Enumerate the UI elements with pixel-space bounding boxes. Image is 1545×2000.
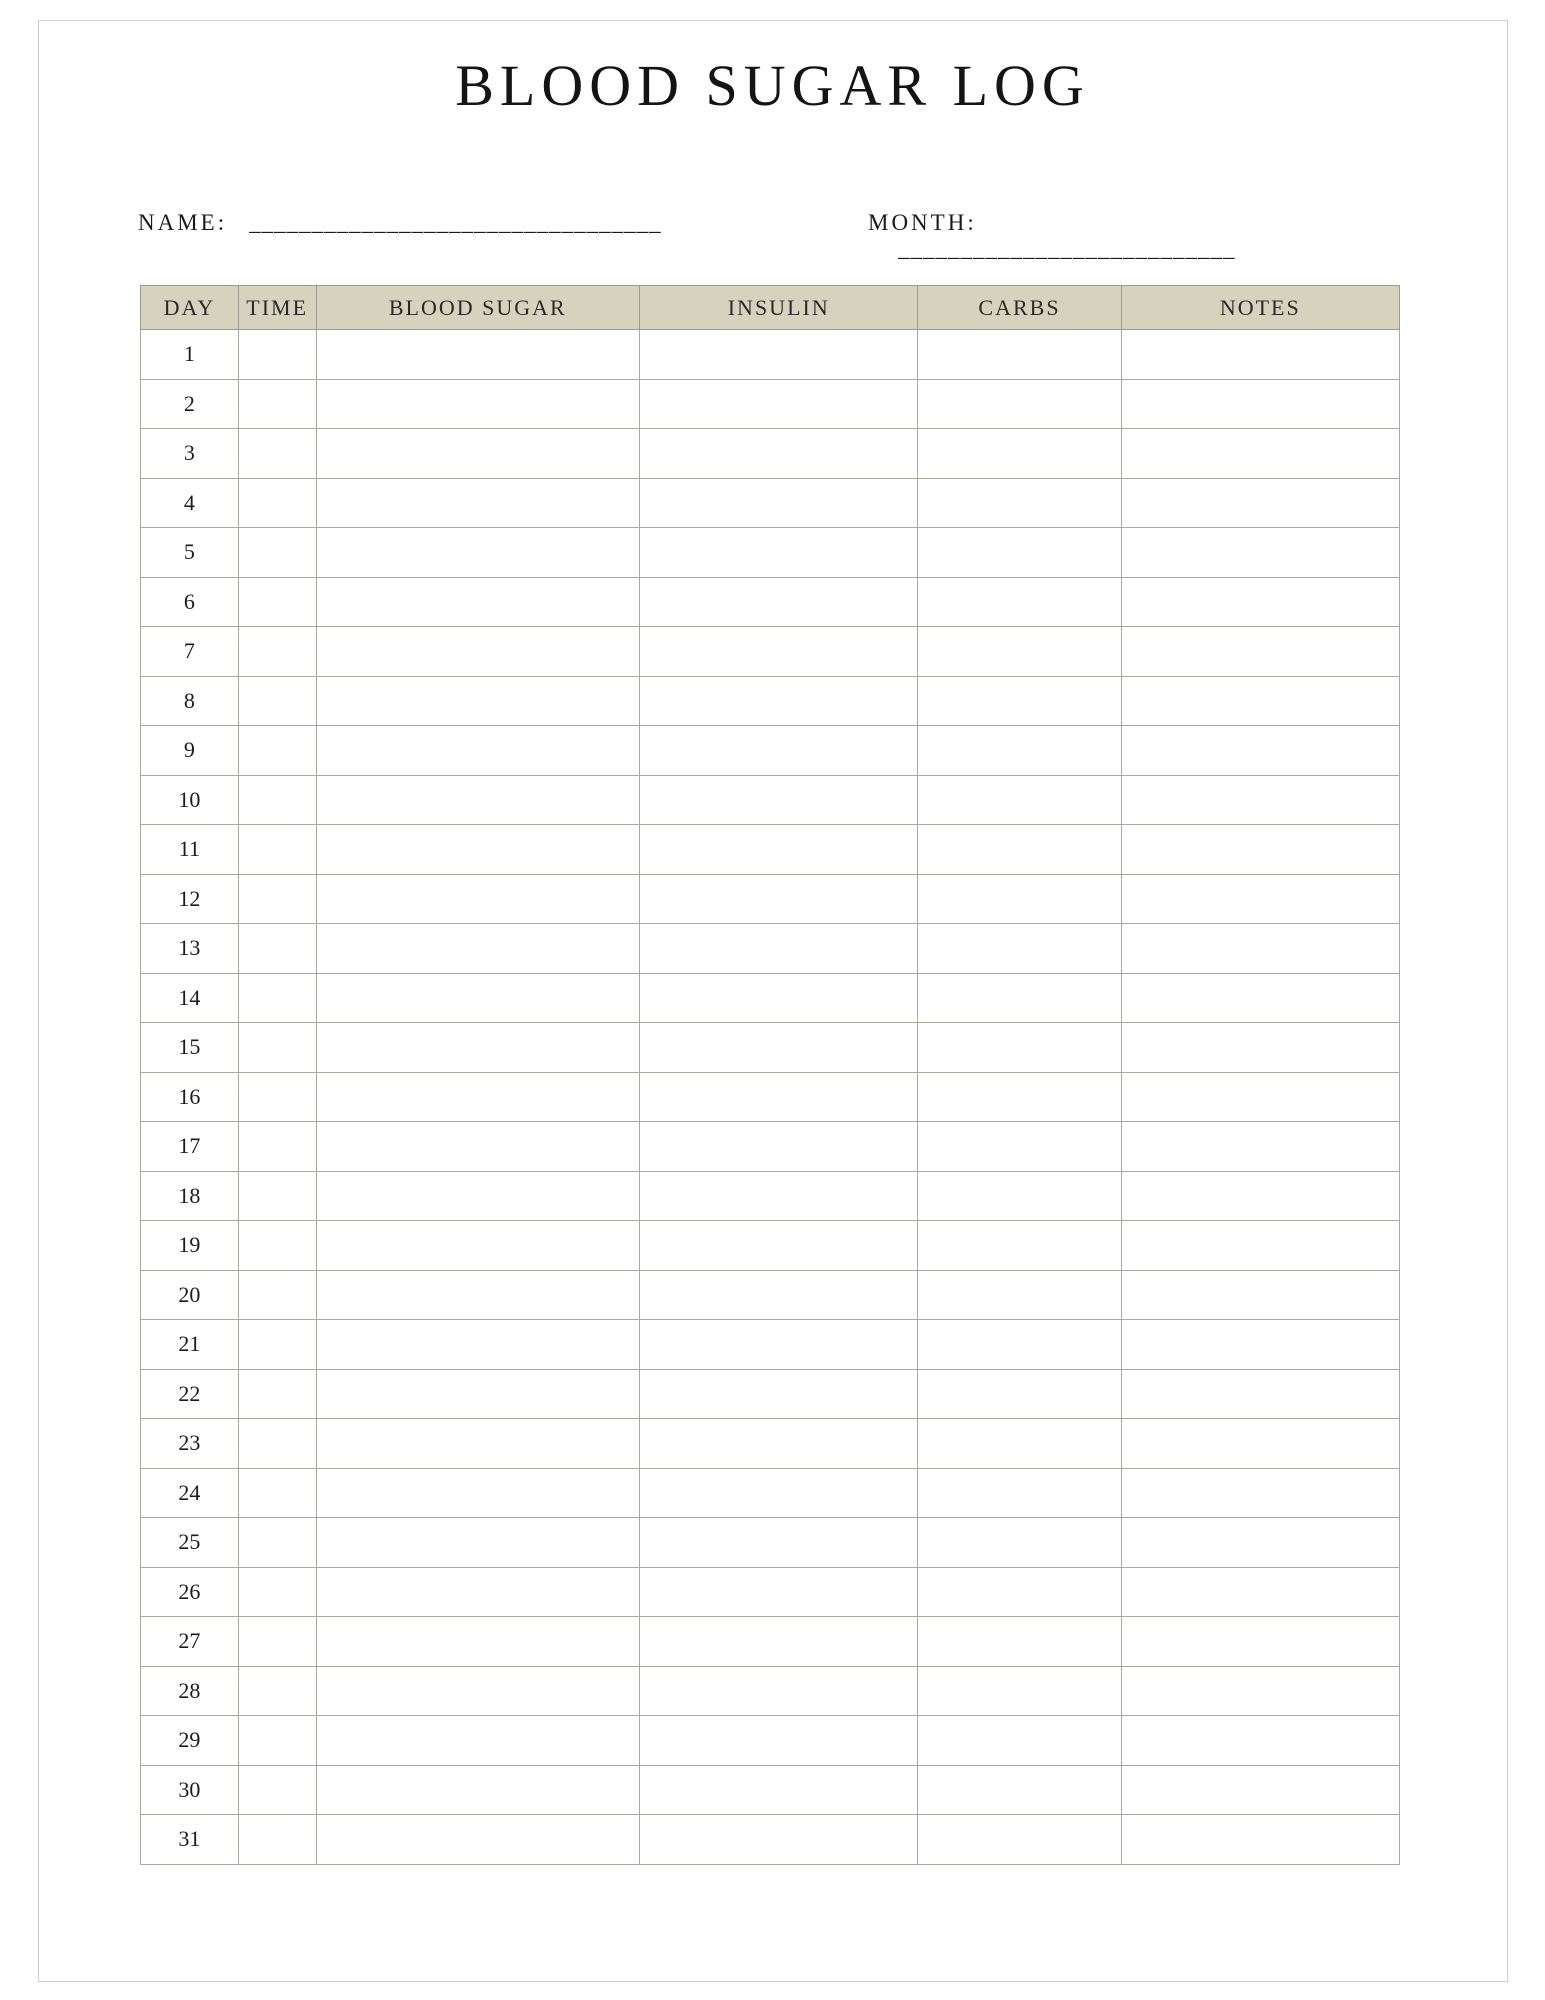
table-row [141, 1716, 1400, 1766]
carbs-cell[interactable] [918, 1369, 1121, 1419]
table-row [141, 1122, 1400, 1172]
carbs-cell[interactable] [918, 1171, 1121, 1221]
name-input[interactable]: _________________________________ [249, 210, 662, 235]
carbs-cell[interactable] [918, 1221, 1121, 1271]
table-row [141, 1369, 1400, 1419]
blood-sugar-cell[interactable] [316, 528, 640, 578]
day-number-cell: 9 [141, 726, 239, 776]
day-number-cell: 7 [141, 627, 239, 677]
insulin-cell[interactable] [640, 1320, 918, 1370]
carbs-cell[interactable] [918, 1122, 1121, 1172]
table-row [141, 1023, 1400, 1073]
day-number-cell: 31 [141, 1815, 239, 1865]
blood-sugar-cell[interactable] [316, 1270, 640, 1320]
insulin-cell[interactable] [640, 577, 918, 627]
blood-sugar-log-table [140, 285, 1400, 1865]
insulin-cell[interactable] [640, 1617, 918, 1667]
blood-sugar-cell[interactable] [316, 973, 640, 1023]
insulin-cell[interactable] [640, 1221, 918, 1271]
notes-cell[interactable] [1121, 478, 1399, 528]
table-row [141, 1666, 1400, 1716]
month-input[interactable]: ___________________________ [898, 236, 1236, 261]
carbs-cell[interactable] [918, 379, 1121, 429]
day-number-cell: 25 [141, 1518, 239, 1568]
notes-cell[interactable] [1121, 973, 1399, 1023]
carbs-cell[interactable] [918, 676, 1121, 726]
day-number-cell: 6 [141, 577, 239, 627]
blood-sugar-cell[interactable] [316, 1666, 640, 1716]
time-cell[interactable] [238, 1815, 316, 1865]
column-header-blood-sugar: BLOOD SUGAR [316, 286, 640, 330]
carbs-cell[interactable] [918, 627, 1121, 677]
insulin-cell[interactable] [640, 726, 918, 776]
notes-cell[interactable] [1121, 1518, 1399, 1568]
day-number-cell: 13 [141, 924, 239, 974]
time-cell[interactable] [238, 1023, 316, 1073]
blood-sugar-cell[interactable] [316, 1567, 640, 1617]
blood-sugar-cell[interactable] [316, 1221, 640, 1271]
time-cell[interactable] [238, 1419, 316, 1469]
time-cell[interactable] [238, 1221, 316, 1271]
notes-cell[interactable] [1121, 1716, 1399, 1766]
carbs-cell[interactable] [918, 429, 1121, 479]
day-number-cell: 5 [141, 528, 239, 578]
carbs-cell[interactable] [918, 726, 1121, 776]
insulin-cell[interactable] [640, 1468, 918, 1518]
table-row [141, 1617, 1400, 1667]
blood-sugar-cell[interactable] [316, 577, 640, 627]
name-field-group [138, 210, 749, 236]
table-row [141, 1419, 1400, 1469]
table-row [141, 528, 1400, 578]
time-cell[interactable] [238, 330, 316, 380]
blood-sugar-cell[interactable] [316, 825, 640, 875]
table-row [141, 1815, 1400, 1865]
insulin-cell[interactable] [640, 1815, 918, 1865]
blood-sugar-cell[interactable] [316, 1419, 640, 1469]
day-number-cell: 14 [141, 973, 239, 1023]
notes-cell[interactable] [1121, 825, 1399, 875]
blood-sugar-cell[interactable] [316, 1171, 640, 1221]
day-number-cell: 29 [141, 1716, 239, 1766]
notes-cell[interactable] [1121, 1617, 1399, 1667]
table-row [141, 1320, 1400, 1370]
blood-sugar-cell[interactable] [316, 726, 640, 776]
carbs-cell[interactable] [918, 1765, 1121, 1815]
day-number-cell: 23 [141, 1419, 239, 1469]
table-row [141, 874, 1400, 924]
blood-sugar-cell[interactable] [316, 1518, 640, 1568]
day-number-cell: 15 [141, 1023, 239, 1073]
insulin-cell[interactable] [640, 627, 918, 677]
day-number-cell: 12 [141, 874, 239, 924]
notes-cell[interactable] [1121, 330, 1399, 380]
notes-cell[interactable] [1121, 1468, 1399, 1518]
insulin-cell[interactable] [640, 330, 918, 380]
carbs-cell[interactable] [918, 1567, 1121, 1617]
time-cell[interactable] [238, 924, 316, 974]
column-header-insulin: INSULIN [640, 286, 918, 330]
table-row [141, 924, 1400, 974]
time-cell[interactable] [238, 1666, 316, 1716]
table-row [141, 478, 1400, 528]
time-cell[interactable] [238, 973, 316, 1023]
carbs-cell[interactable] [918, 330, 1121, 380]
time-cell[interactable] [238, 1171, 316, 1221]
notes-cell[interactable] [1121, 627, 1399, 677]
table-header-row [141, 286, 1400, 330]
blood-sugar-cell[interactable] [316, 1072, 640, 1122]
time-cell[interactable] [238, 1072, 316, 1122]
day-number-cell: 27 [141, 1617, 239, 1667]
notes-cell[interactable] [1121, 528, 1399, 578]
notes-cell[interactable] [1121, 1072, 1399, 1122]
table-row [141, 577, 1400, 627]
table-row [141, 379, 1400, 429]
notes-cell[interactable] [1121, 1122, 1399, 1172]
time-cell[interactable] [238, 429, 316, 479]
blood-sugar-cell[interactable] [316, 874, 640, 924]
insulin-cell[interactable] [640, 1072, 918, 1122]
table-row [141, 1567, 1400, 1617]
time-cell[interactable] [238, 577, 316, 627]
carbs-cell[interactable] [918, 1815, 1121, 1865]
table-row [141, 1270, 1400, 1320]
time-cell[interactable] [238, 1518, 316, 1568]
insulin-cell[interactable] [640, 775, 918, 825]
insulin-cell[interactable] [640, 1666, 918, 1716]
blood-sugar-cell[interactable] [316, 924, 640, 974]
blood-sugar-cell[interactable] [316, 429, 640, 479]
insulin-cell[interactable] [640, 1716, 918, 1766]
day-number-cell: 19 [141, 1221, 239, 1271]
insulin-cell[interactable] [640, 973, 918, 1023]
blood-sugar-cell[interactable] [316, 1369, 640, 1419]
blood-sugar-cell[interactable] [316, 1617, 640, 1667]
table-row [141, 1518, 1400, 1568]
carbs-cell[interactable] [918, 528, 1121, 578]
time-cell[interactable] [238, 1716, 316, 1766]
carbs-cell[interactable] [918, 775, 1121, 825]
time-cell[interactable] [238, 1567, 316, 1617]
time-cell[interactable] [238, 1617, 316, 1667]
notes-cell[interactable] [1121, 1221, 1399, 1271]
blood-sugar-cell[interactable] [316, 478, 640, 528]
carbs-cell[interactable] [918, 1716, 1121, 1766]
carbs-cell[interactable] [918, 577, 1121, 627]
table-header [141, 286, 1400, 330]
day-number-cell: 24 [141, 1468, 239, 1518]
blood-sugar-cell[interactable] [316, 379, 640, 429]
notes-cell[interactable] [1121, 726, 1399, 776]
insulin-cell[interactable] [640, 1171, 918, 1221]
notes-cell[interactable] [1121, 676, 1399, 726]
carbs-cell[interactable] [918, 1023, 1121, 1073]
form-meta-row [138, 210, 1398, 261]
table-row [141, 1171, 1400, 1221]
day-number-cell: 10 [141, 775, 239, 825]
time-cell[interactable] [238, 1270, 316, 1320]
insulin-cell[interactable] [640, 1567, 918, 1617]
carbs-cell[interactable] [918, 874, 1121, 924]
column-header-notes: NOTES [1121, 286, 1399, 330]
day-number-cell: 18 [141, 1171, 239, 1221]
insulin-cell[interactable] [640, 874, 918, 924]
blood-sugar-cell[interactable] [316, 775, 640, 825]
blood-sugar-cell[interactable] [316, 1320, 640, 1370]
insulin-cell[interactable] [640, 1023, 918, 1073]
day-number-cell: 1 [141, 330, 239, 380]
carbs-cell[interactable] [918, 1617, 1121, 1667]
carbs-cell[interactable] [918, 1320, 1121, 1370]
carbs-cell[interactable] [918, 1072, 1121, 1122]
insulin-cell[interactable] [640, 1518, 918, 1568]
time-cell[interactable] [238, 874, 316, 924]
table-row [141, 429, 1400, 479]
table-row [141, 1468, 1400, 1518]
time-cell[interactable] [238, 1369, 316, 1419]
day-number-cell: 8 [141, 676, 239, 726]
month-field-group [868, 210, 1398, 262]
table-row [141, 1765, 1400, 1815]
insulin-cell[interactable] [640, 1122, 918, 1172]
day-number-cell: 2 [141, 379, 239, 429]
notes-cell[interactable] [1121, 1815, 1399, 1865]
notes-cell[interactable] [1121, 775, 1399, 825]
notes-cell[interactable] [1121, 924, 1399, 974]
day-number-cell: 22 [141, 1369, 239, 1419]
day-number-cell: 26 [141, 1567, 239, 1617]
carbs-cell[interactable] [918, 1270, 1121, 1320]
time-cell[interactable] [238, 1468, 316, 1518]
notes-cell[interactable] [1121, 577, 1399, 627]
time-cell[interactable] [238, 1765, 316, 1815]
time-cell[interactable] [238, 528, 316, 578]
notes-cell[interactable] [1121, 1270, 1399, 1320]
page-title: BLOOD SUGAR LOG [455, 53, 1090, 118]
table-row [141, 726, 1400, 776]
table-row [141, 627, 1400, 677]
time-cell[interactable] [238, 775, 316, 825]
time-cell[interactable] [238, 1122, 316, 1172]
carbs-cell[interactable] [918, 1419, 1121, 1469]
day-number-cell: 28 [141, 1666, 239, 1716]
time-cell[interactable] [238, 676, 316, 726]
insulin-cell[interactable] [640, 825, 918, 875]
insulin-cell[interactable] [640, 429, 918, 479]
day-number-cell: 3 [141, 429, 239, 479]
time-cell[interactable] [238, 825, 316, 875]
day-number-cell: 30 [141, 1765, 239, 1815]
time-cell[interactable] [238, 379, 316, 429]
day-number-cell: 4 [141, 478, 239, 528]
blood-sugar-cell[interactable] [316, 1716, 640, 1766]
blood-sugar-cell[interactable] [316, 1765, 640, 1815]
carbs-cell[interactable] [918, 973, 1121, 1023]
table-row [141, 973, 1400, 1023]
notes-cell[interactable] [1121, 379, 1399, 429]
day-number-cell: 17 [141, 1122, 239, 1172]
table-row [141, 1072, 1400, 1122]
month-label: MONTH: [868, 210, 977, 235]
table-row [141, 676, 1400, 726]
carbs-cell[interactable] [918, 924, 1121, 974]
table-row [141, 825, 1400, 875]
blood-sugar-cell[interactable] [316, 627, 640, 677]
table-row [141, 330, 1400, 380]
insulin-cell[interactable] [640, 379, 918, 429]
time-cell[interactable] [238, 478, 316, 528]
time-cell[interactable] [238, 627, 316, 677]
carbs-cell[interactable] [918, 825, 1121, 875]
insulin-cell[interactable] [640, 1419, 918, 1469]
table-row [141, 775, 1400, 825]
notes-cell[interactable] [1121, 1419, 1399, 1469]
day-number-cell: 20 [141, 1270, 239, 1320]
table-row [141, 1221, 1400, 1271]
blood-sugar-cell[interactable] [316, 1468, 640, 1518]
time-cell[interactable] [238, 1320, 316, 1370]
day-number-cell: 11 [141, 825, 239, 875]
insulin-cell[interactable] [640, 478, 918, 528]
insulin-cell[interactable] [640, 1270, 918, 1320]
carbs-cell[interactable] [918, 478, 1121, 528]
notes-cell[interactable] [1121, 1320, 1399, 1370]
carbs-cell[interactable] [918, 1518, 1121, 1568]
blood-sugar-cell[interactable] [316, 676, 640, 726]
blood-sugar-cell[interactable] [316, 1815, 640, 1865]
blood-sugar-cell[interactable] [316, 330, 640, 380]
blood-sugar-cell[interactable] [316, 1023, 640, 1073]
insulin-cell[interactable] [640, 924, 918, 974]
name-label: NAME: [138, 210, 228, 235]
carbs-cell[interactable] [918, 1666, 1121, 1716]
column-header-day: DAY [141, 286, 239, 330]
notes-cell[interactable] [1121, 1171, 1399, 1221]
notes-cell[interactable] [1121, 1666, 1399, 1716]
insulin-cell[interactable] [640, 1765, 918, 1815]
insulin-cell[interactable] [640, 528, 918, 578]
notes-cell[interactable] [1121, 874, 1399, 924]
insulin-cell[interactable] [640, 1369, 918, 1419]
carbs-cell[interactable] [918, 1468, 1121, 1518]
notes-cell[interactable] [1121, 1369, 1399, 1419]
column-header-carbs: CARBS [918, 286, 1121, 330]
column-header-time: TIME [238, 286, 316, 330]
insulin-cell[interactable] [640, 676, 918, 726]
notes-cell[interactable] [1121, 429, 1399, 479]
blood-sugar-cell[interactable] [316, 1122, 640, 1172]
notes-cell[interactable] [1121, 1567, 1399, 1617]
notes-cell[interactable] [1121, 1765, 1399, 1815]
time-cell[interactable] [238, 726, 316, 776]
table-body [141, 330, 1400, 1865]
day-number-cell: 16 [141, 1072, 239, 1122]
notes-cell[interactable] [1121, 1023, 1399, 1073]
day-number-cell: 21 [141, 1320, 239, 1370]
